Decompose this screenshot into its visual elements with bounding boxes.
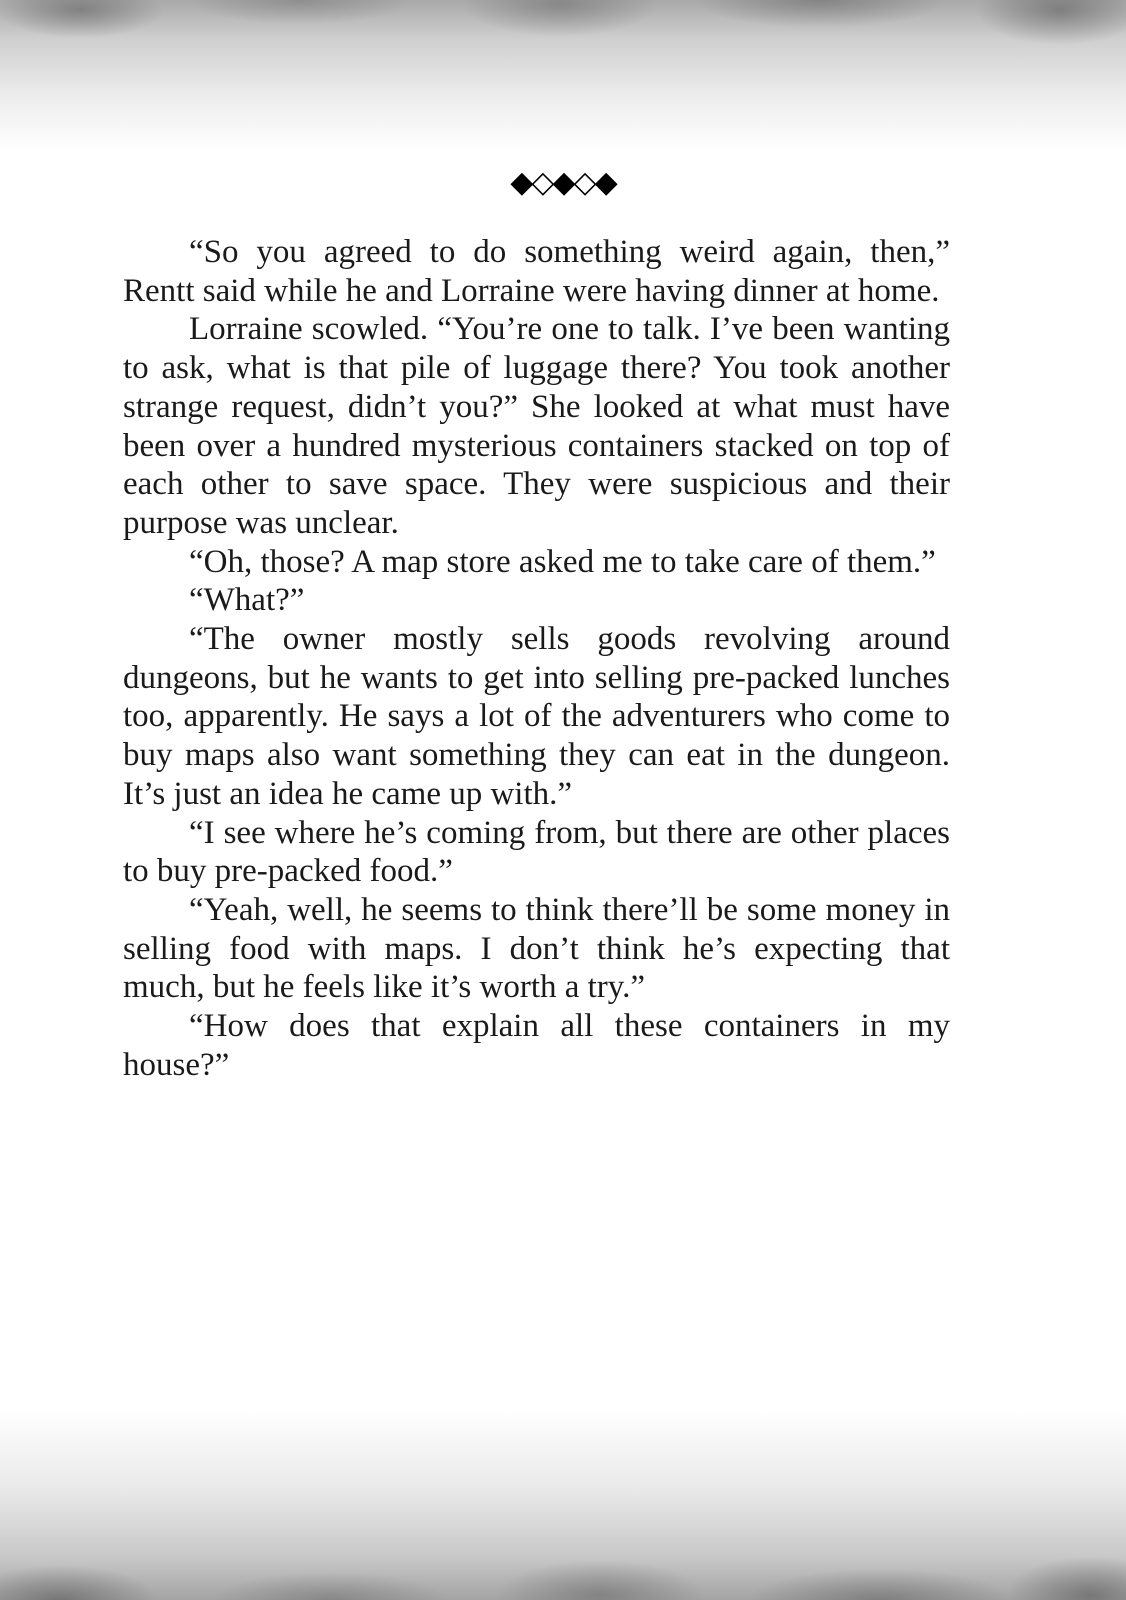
scene-break-ornament: ◆◇◆◇◆ <box>510 165 616 200</box>
paragraph: “Oh, those? A map store asked me to take care of them.” <box>189 543 936 580</box>
paragraph: “So you agreed to do something weird again, then,” Rentt said while he and Lorraine were having dinner at home. <box>123 234 950 309</box>
story-text <box>123 233 950 1084</box>
page-texture-top <box>0 0 1126 150</box>
paragraph: “How does that explain all these containers in my house?” <box>123 1008 950 1083</box>
paragraph: “What?” <box>189 582 305 619</box>
paragraph: “Yeah, well, he seems to think there’ll be some money in selling food with maps. I don’t think he’s expecting that much, but he feels like it’s worth a try.” <box>123 891 950 1006</box>
paragraph: “I see where he’s coming from, but there are other places to buy pre-packed food.” <box>123 814 950 890</box>
page-texture-bottom <box>0 1410 1126 1600</box>
paragraph: Lorraine scowled. “You’re one to talk. I’ve been wanting to ask, what is that pile of luggage there? You took another strange request, didn’t you?” She looked at what must have been over a hundred mysterious containers stacked on top of each other to save space. They were suspicious and their purpose was unclear. <box>123 311 950 541</box>
paragraph: “The owner mostly sells goods revolving around dungeons, but he wants to get into selling pre-packed lunches too, apparently. He says a lot of the adventurers who come to buy maps also want something they can eat in the dungeon. It’s just an idea he came up with.” <box>123 621 950 812</box>
